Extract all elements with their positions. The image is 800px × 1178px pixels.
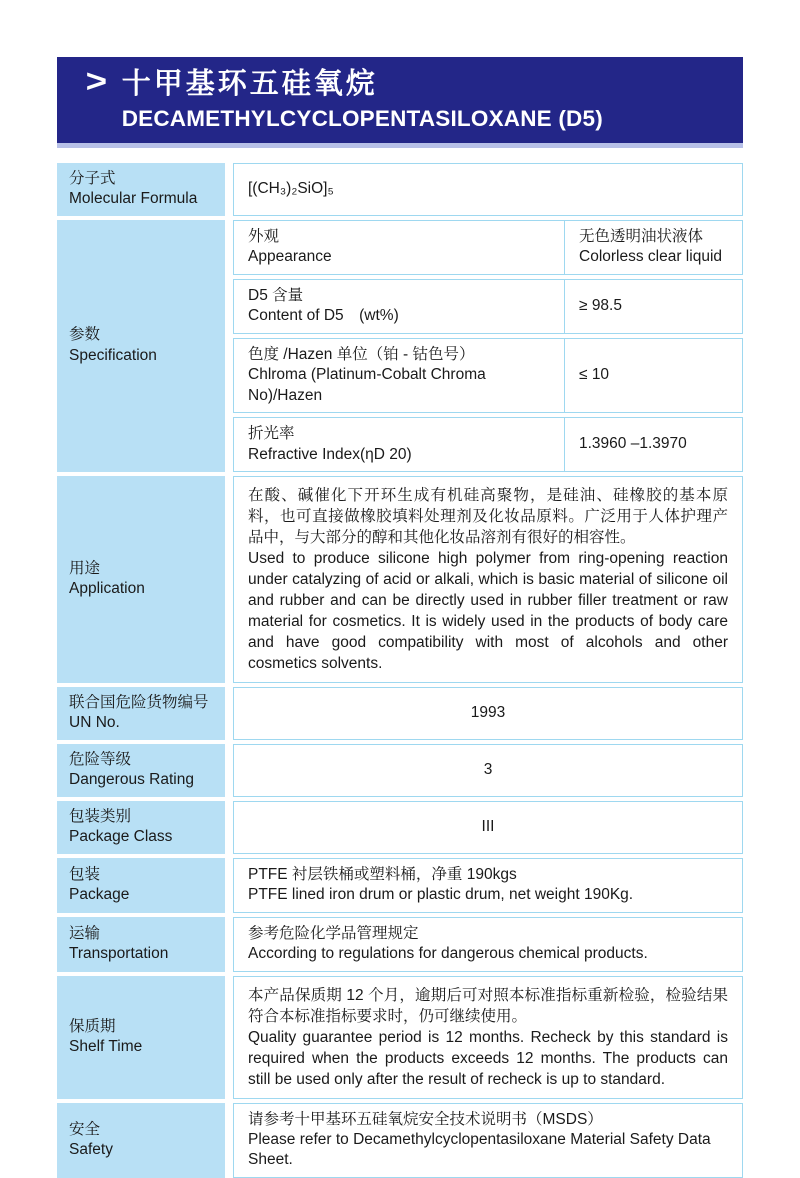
shelf-time-label (57, 976, 225, 1099)
row-application (57, 476, 743, 683)
spec-name (234, 280, 564, 333)
spec-row-chroma (233, 338, 743, 413)
label-zh: 危险等级 (69, 750, 132, 768)
spec-name-zh: 色度 /Hazen 单位（铂 - 钴色号） (248, 345, 475, 363)
shelf-time-text-en: Quality guarantee period is 12 months. Recheck by this standard is required when the products exceeds 12 months. The products can still be used only after the result of recheck is up to standard. (248, 1028, 728, 1088)
molecular-formula-label (57, 163, 225, 216)
spec-name-en: Refractive Index(ηD 20) (248, 445, 412, 463)
package-label (57, 858, 225, 913)
molecular-formula-value (233, 163, 743, 216)
un-no-label (57, 687, 225, 740)
application-value (233, 476, 743, 683)
formula-text: [(CH₃)₂SiO]₅ (248, 180, 334, 198)
spec-value (564, 418, 742, 471)
safety-text-en: Please refer to Decamethylcyclopentasiloxane Material Safety Data Sheet. (248, 1130, 711, 1169)
un-no-text: 1993 (470, 704, 506, 722)
spec-value-text: 1.3960 –1.3970 (579, 435, 687, 453)
application-text-en: Used to produce silicone high polymer from ring-opening reaction under catalyzing of acid or alkali, which is basic material of silicone oil and rubber and can be directly used in rubber filler treatment or raw material for cosmetics. It is widely used in the products of body care and have good compatibility with most of alcohols and other cosmetics solvents. (248, 549, 728, 672)
safety-text-zh: 请参考十甲基环五硅氧烷安全技术说明书（MSDS） (248, 1110, 603, 1128)
spec-row-d5-content (233, 279, 743, 334)
transportation-value (233, 917, 743, 972)
row-specification (57, 220, 743, 472)
chevron-icon: > (85, 63, 108, 99)
spec-name (234, 339, 564, 412)
spec-name (234, 221, 564, 274)
spec-value (564, 339, 742, 412)
spec-value-text: ≤ 10 (579, 366, 610, 384)
page-title-zh: 十甲基环五硅氧烷 (121, 68, 378, 101)
row-safety (57, 1103, 743, 1178)
package-class-label (57, 801, 225, 854)
label-en: Molecular Formula (69, 190, 198, 208)
label-en: Package (69, 886, 130, 904)
safety-value (233, 1103, 743, 1178)
shelf-time-text-zh: 本产品保质期 12 个月，逾期后可对照本标准指标重新检验，检验结果符合本标准指标要求时，仍可继续使用。 (248, 986, 728, 1025)
row-package (57, 858, 743, 913)
transportation-text-zh: 参考危险化学品管理规定 (248, 924, 419, 942)
package-text-zh: PTFE 衬层铁桶或塑料桶，净重 190kgs (248, 865, 517, 883)
row-dangerous-rating (57, 744, 743, 797)
page-title-en: DECAMETHYLCYCLOPENTASILOXANE (D5) (121, 105, 603, 131)
header-titles (122, 68, 603, 131)
dangerous-rating-label (57, 744, 225, 797)
dangerous-rating-value (233, 744, 743, 797)
label-en: Application (69, 580, 145, 598)
package-class-text: III (481, 818, 495, 836)
label-en: Safety (69, 1141, 113, 1159)
application-text-zh: 在酸、碱催化下开环生成有机硅高聚物，是硅油、硅橡胶的基本原料，也可直接做橡胶填料处理剂及化妆品原料。广泛用于人体护理产品中，与大部分的醇和其他化妆品溶剂有很好的相容性。 (248, 486, 728, 546)
row-molecular-formula (57, 163, 743, 216)
label-en: Transportation (69, 945, 169, 963)
spec-row-refractive-index (233, 417, 743, 472)
spec-name-en: Appearance (248, 248, 332, 266)
label-en: Shelf Time (69, 1038, 143, 1056)
package-class-value (233, 801, 743, 854)
spec-row-appearance (233, 220, 743, 275)
label-zh: 安全 (69, 1120, 101, 1138)
spec-value-text: ≥ 98.5 (579, 297, 622, 315)
label-zh: 运输 (69, 924, 101, 942)
label-en: Dangerous Rating (69, 771, 194, 789)
spec-name-zh: 外观 (248, 227, 280, 245)
application-label (57, 476, 225, 683)
row-shelf-time (57, 976, 743, 1099)
spec-name-zh: D5 含量 (248, 286, 304, 304)
label-zh: 包装类别 (69, 807, 132, 825)
shelf-time-value (233, 976, 743, 1099)
safety-label (57, 1103, 225, 1178)
spec-name-en: Chlroma (Platinum-Cobalt Chroma No)/Hazen (248, 366, 486, 404)
label-zh: 用途 (69, 560, 101, 578)
spec-value-zh: 无色透明油状液体 (579, 227, 704, 245)
label-en: UN No. (69, 714, 120, 732)
specification-label (57, 220, 225, 472)
spec-value-en: Colorless clear liquid (579, 248, 723, 266)
dangerous-rating-text: 3 (483, 761, 493, 779)
row-transportation (57, 917, 743, 972)
spec-name-zh: 折光率 (248, 425, 295, 443)
label-en: Package Class (69, 828, 173, 846)
transportation-label (57, 917, 225, 972)
label-zh: 联合国危险货物编号 (69, 693, 209, 711)
package-text-en: PTFE lined iron drum or plastic drum, net weight 190Kg. (248, 886, 634, 904)
spec-value (564, 280, 742, 333)
row-package-class (57, 801, 743, 854)
package-value (233, 858, 743, 913)
spec-table (57, 163, 743, 1178)
un-no-value (233, 687, 743, 740)
label-zh: 包装 (69, 865, 101, 883)
row-un-no (57, 687, 743, 740)
spec-value (564, 221, 742, 274)
spec-name-en: Content of D5 (wt%) (248, 307, 399, 325)
label-zh: 参数 (69, 326, 101, 344)
label-zh: 保质期 (69, 1017, 116, 1035)
header-banner (57, 57, 743, 148)
spec-name (234, 418, 564, 471)
transportation-text-en: According to regulations for dangerous chemical products. (248, 945, 648, 963)
label-zh: 分子式 (69, 170, 116, 187)
specification-values (233, 220, 743, 472)
label-en: Specification (69, 346, 157, 364)
